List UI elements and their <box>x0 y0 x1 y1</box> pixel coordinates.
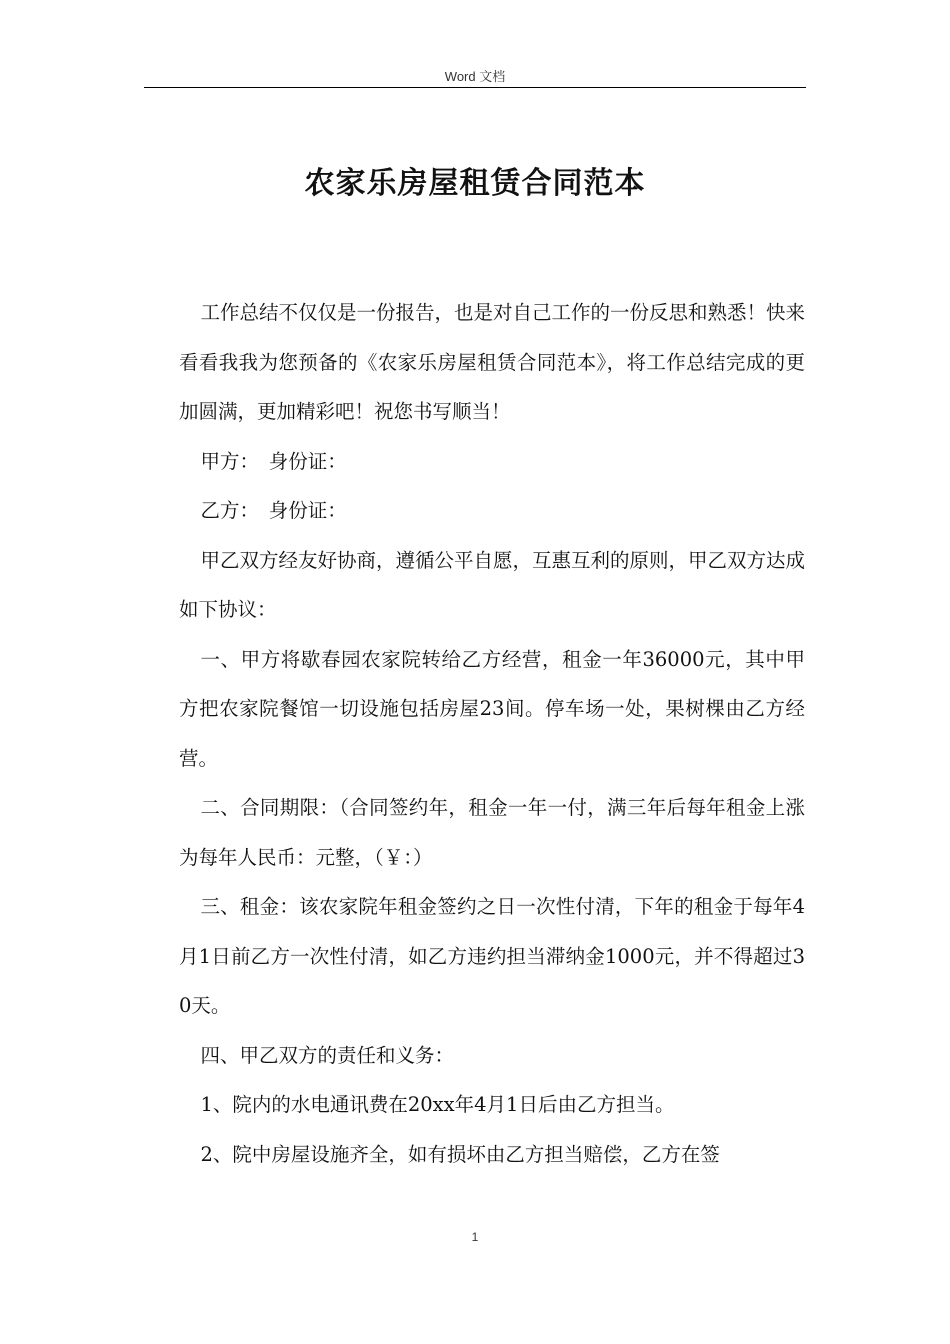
page-header: Word 文档 <box>444 69 506 84</box>
paragraph-clause-2: 二、合同期限：（合同签约年，租金一年一付，满三年后每年租金上涨为每年人民币：元整，（￥：） <box>179 796 805 869</box>
page-number: 1 <box>471 1230 479 1244</box>
paragraph-clause-1: 一、甲方将歇春园农家院转给乙方经营，租金一年36000元，其中甲方把农家院餐馆一切设施包括房屋23间。停车场一处，果树棵由乙方经营。 <box>179 647 805 770</box>
paragraph-agreement: 甲乙双方经友好协商，遵循公平自愿，互惠互利的原则，甲乙双方达成如下协议： <box>179 548 805 621</box>
paragraph-item-1: 1、院内的水电通讯费在20xx年4月1日后由乙方担当。 <box>200 1093 675 1116</box>
paragraph-item-2: 2、院中房屋设施齐全，如有损坏由乙方担当赔偿，乙方在签 <box>200 1142 720 1166</box>
paragraph-intro: 工作总结不仅仅是一份报告，也是对自己工作的一份反思和熟悉！快来看看我我为您预备的《农家乐房屋租赁合同范本》，将工作总结完成的更加圆满，更加精彩吧！祝您书写顺当！ <box>179 301 805 423</box>
paragraph-clause-4: 四、甲乙双方的责任和义务： <box>200 1043 454 1067</box>
document-body <box>179 288 805 1179</box>
document-title: 农家乐房屋租赁合同范本 <box>304 166 646 201</box>
paragraph-party-a: 甲方： 身份证： <box>200 449 347 473</box>
header-divider <box>144 87 806 88</box>
paragraph-clause-3: 三、租金：该农家院年租金签约之日一次性付清，下年的租金于每年4月1日前乙方一次性付清，如乙方违约担当滞纳金1000元，并不得超过30天。 <box>179 895 805 1017</box>
paragraph-party-b: 乙方： 身份证： <box>200 499 347 522</box>
